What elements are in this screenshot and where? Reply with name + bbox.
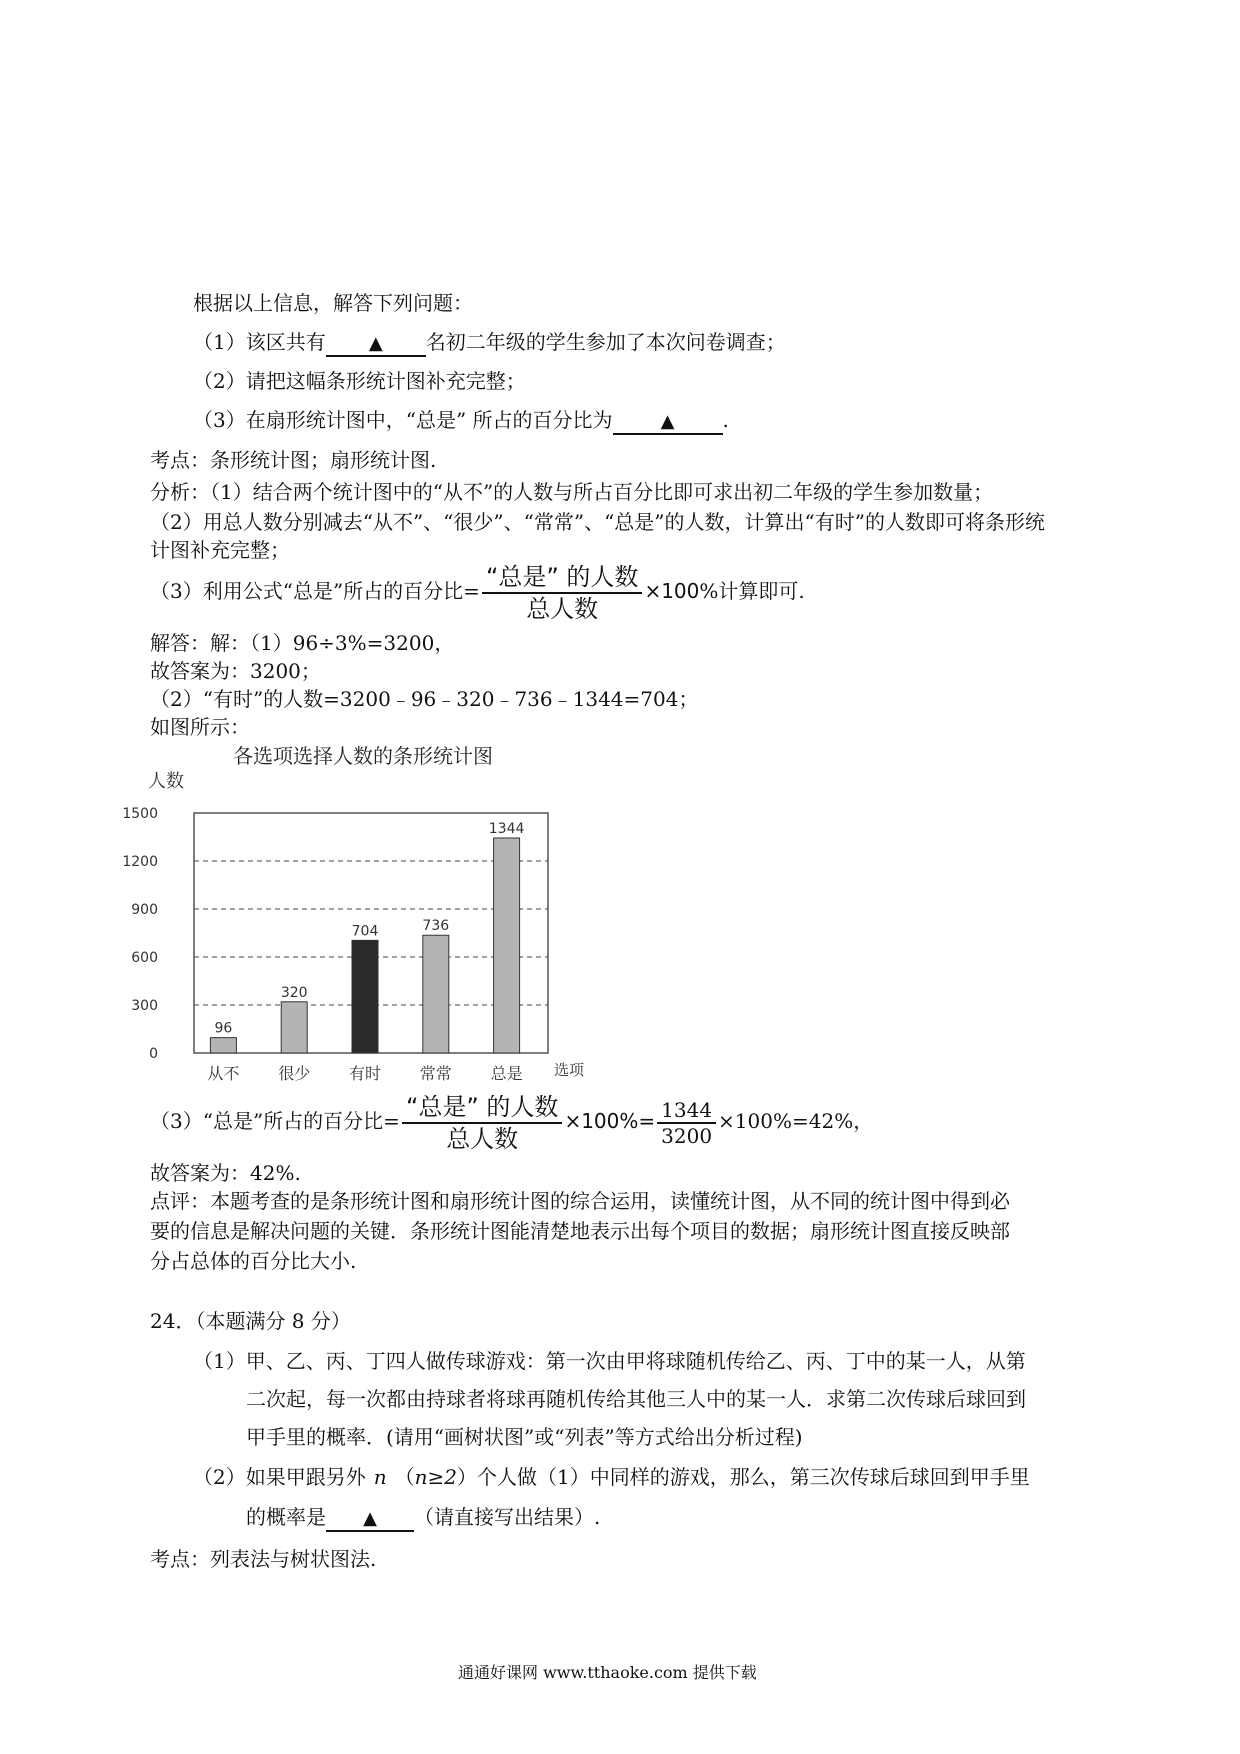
analysis-line-1: 分析：（1）结合两个统计图中的“从不”的人数与所占百分比即可求出初二年级的学生参加数量；: [150, 480, 994, 504]
answer-blank: ▲: [326, 333, 426, 357]
bar-3: [423, 935, 449, 1053]
answer-blank: ▲: [613, 411, 723, 435]
comment-line-3: 分占总体的百分比大小.: [150, 1249, 357, 1273]
q24-part1-line3: 甲手里的概率．(请用“画树状图”或“列表”等方式给出分析过程): [246, 1425, 803, 1449]
bar-4: [494, 838, 520, 1053]
x-tick-label: 常常: [419, 1064, 452, 1083]
bar-value-label: 736: [422, 918, 450, 935]
q24-2b-prefix: 的概率是: [246, 1505, 326, 1529]
question-2: （2）请把这幅条形统计图补充完整；: [193, 369, 526, 393]
paren-open: （: [394, 1465, 415, 1489]
condition-n: n≥2: [414, 1465, 457, 1489]
final-answer: 故答案为：42%.: [150, 1161, 301, 1185]
formula-suffix: %计算即可.: [699, 579, 805, 603]
answer-multiplier: ×100%=: [564, 1109, 656, 1133]
intro-text: 根据以上信息，解答下列问题：: [193, 291, 473, 315]
comment-line-2: 要的信息是解决问题的关键．条形统计图能清楚地表示出每个项目的数据；扇形统计图直接反映部: [150, 1219, 1010, 1243]
solution-line-3: （2）“有时”的人数=3200﹣96﹣320﹣736﹣1344=704；: [150, 687, 699, 711]
numeric-denominator: 3200: [661, 1123, 713, 1148]
analysis-line-2: （2）用总人数分别减去“从不”、“很少”、“常常”、“总是”的人数，计算出“有时”的人数即可将条形统: [150, 510, 1045, 534]
formula-fraction: [482, 562, 643, 624]
analysis-formula: [150, 560, 805, 624]
formula-multiplier: ×100: [644, 579, 700, 603]
page-footer: 通通好课网 www.tthaoke.com 提供下载: [458, 1663, 757, 1682]
answer-blank: ▲: [326, 1508, 414, 1532]
answer-fraction: [402, 1092, 563, 1154]
solution-line-2: 故答案为：3200；: [150, 659, 321, 683]
x-tick-label: 总是: [490, 1064, 523, 1083]
solution-line-1: 解答：解：（1）96÷3%=3200，: [150, 631, 455, 655]
q1-suffix: 名初二年级的学生参加了本次问卷调查；: [425, 330, 786, 354]
q24-part1-line2: 二次起，每一次都由持球者将球再随机传给其他三人中的某一人．求第二次传球后球回到: [246, 1387, 1026, 1411]
question-3: [193, 407, 729, 435]
fraction-denominator: 总人数: [446, 1124, 519, 1153]
variable-n: n: [373, 1465, 387, 1489]
question-1: [193, 329, 786, 357]
fraction-numerator: “总是” 的人数: [482, 562, 643, 594]
bar-value-label: 320: [280, 984, 308, 1001]
q24-2b-suffix: （请直接写出结果）.: [414, 1505, 601, 1529]
bar-chart: [122, 765, 630, 1085]
y-tick-label: 300: [131, 998, 158, 1014]
x-tick-label: 很少: [278, 1064, 311, 1083]
q3-prefix: （3）在扇形统计图中，“总是” 所占的百分比为: [193, 408, 613, 432]
bar-1: [281, 1002, 307, 1053]
q24-part2-line1: [193, 1464, 1030, 1490]
bar-2: [352, 940, 378, 1053]
x-axis-label: 选项: [554, 1061, 585, 1079]
analysis-line-3: 计图补充完整；: [150, 538, 290, 562]
q24-part2-line2: [246, 1504, 600, 1532]
x-tick-label: 有时: [348, 1064, 382, 1083]
answer-3-prefix: （3）“总是”所占的百分比=: [150, 1109, 400, 1133]
formula-prefix: （3）利用公式“总是”所占的百分比=: [150, 579, 480, 603]
y-tick-label: 1500: [122, 806, 158, 822]
answer-3-result: ×100%=42%，: [718, 1109, 874, 1133]
q3-suffix: .: [722, 408, 729, 432]
fraction-numerator: “总是” 的人数: [402, 1092, 563, 1124]
bar-value-label: 704: [351, 923, 379, 940]
answer-3-formula: [150, 1090, 873, 1154]
q1-prefix: （1）该区共有: [193, 330, 326, 354]
question-24-heading: 24．（本题满分 8 分）: [150, 1309, 351, 1333]
x-tick-label: 从不: [207, 1064, 240, 1083]
chart-title: 各选项选择人数的条形统计图: [233, 744, 493, 768]
kaodian-label: 考点：条形统计图；扇形统计图.: [150, 448, 437, 472]
y-tick-label: 1200: [122, 854, 158, 870]
y-tick-label: 0: [149, 1046, 158, 1062]
q24-2-suffix: ）个人做（1）中同样的游戏，那么，第三次传球后球回到甲手里: [457, 1465, 1030, 1489]
bar-value-label: 1344: [488, 820, 525, 837]
bar-value-label: 96: [214, 1020, 233, 1037]
comment-line-1: 点评：本题考查的是条形统计图和扇形统计图的综合运用，读懂统计图，从不同的统计图中得到必: [150, 1189, 1010, 1213]
kaodian-label-24: 考点：列表法与树状图法.: [150, 1547, 377, 1571]
y-axis-label: 人数: [148, 771, 184, 792]
answer-numeric-fraction: [657, 1098, 716, 1148]
numeric-numerator: 1344: [657, 1098, 716, 1124]
y-tick-label: 900: [131, 902, 158, 918]
bar-0: [210, 1038, 236, 1053]
y-tick-label: 600: [131, 950, 158, 966]
q24-part1-line1: （1）甲、乙、丙、丁四人做传球游戏：第一次由甲将球随机传给乙、丙、丁中的某一人，从第: [193, 1349, 1026, 1373]
solution-line-4: 如图所示：: [150, 715, 250, 739]
q24-2-prefix: （2）如果甲跟另外: [193, 1465, 366, 1489]
fraction-denominator: 总人数: [526, 594, 599, 623]
